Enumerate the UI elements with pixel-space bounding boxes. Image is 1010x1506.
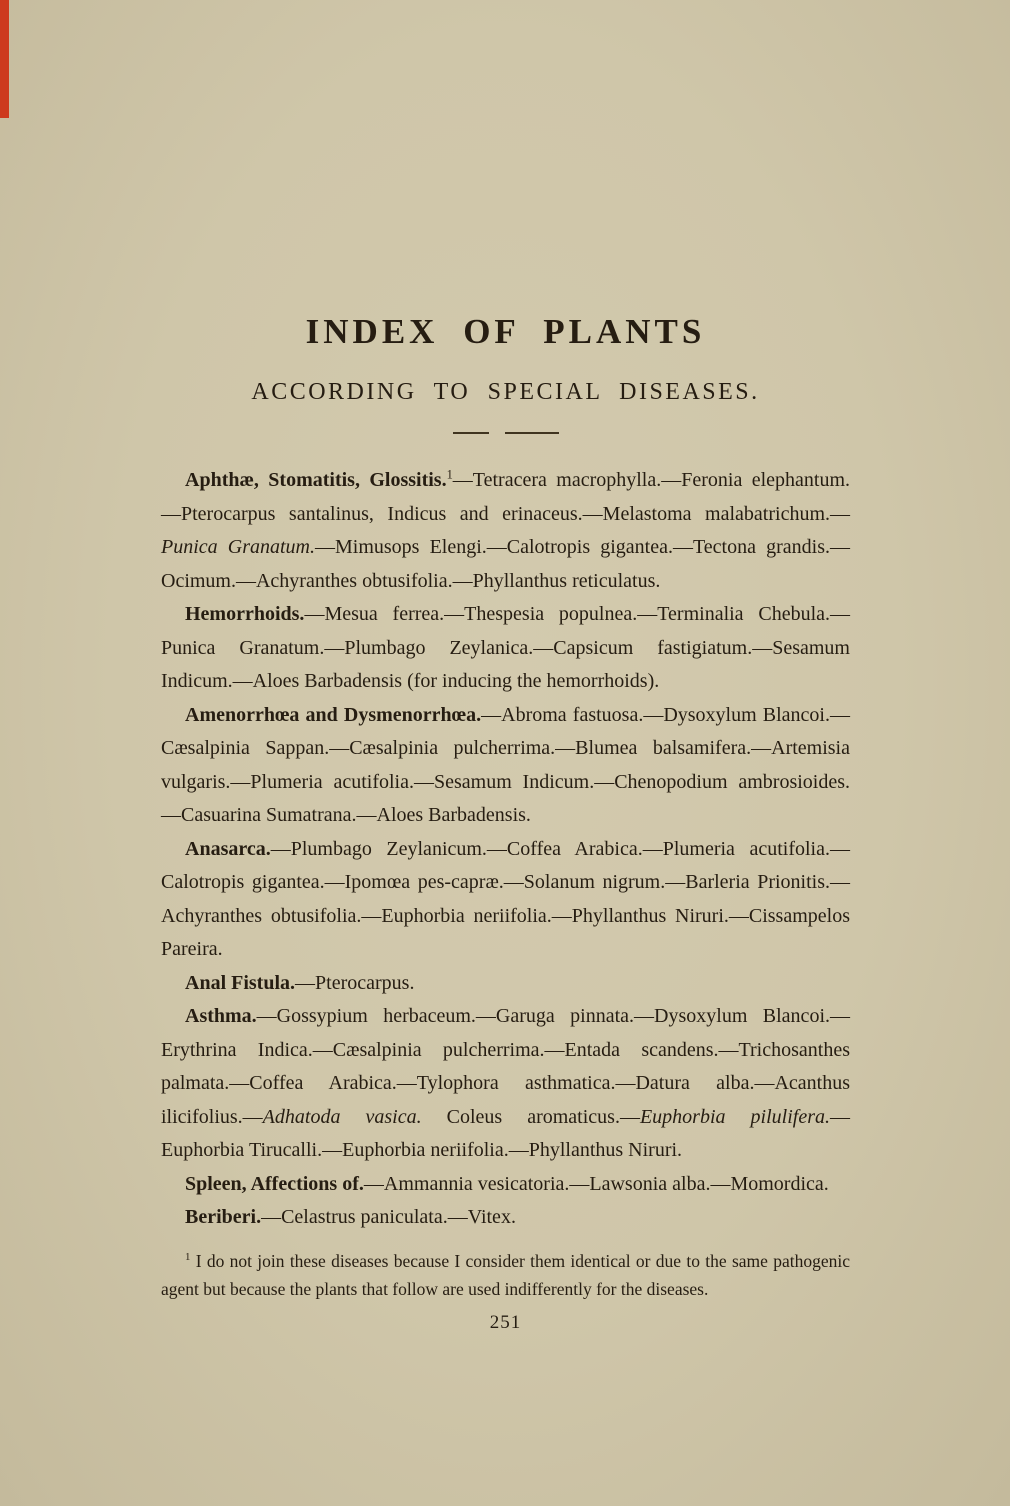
footnote [161,1247,850,1304]
disease-term: Spleen, Affections of. [185,1172,364,1195]
index-paragraph [161,967,850,1001]
disease-term: Amenorrhœa and Dysmenorrhœa. [185,703,482,726]
index-paragraph [161,1000,850,1168]
plant-list-text: —Gossypium herbaceum.—Garuga pinnata.—Dysoxylum Blancoi.—Erythrina Indica.—Cæsalpinia pulcherrima.—Entada scandens.—Trichosanthes palmata.—Coffea Arabica.—Tylophora asthmatica.—Datura alba.—Acanthus ilicifolius.— [161,1005,850,1128]
page-content [161,0,850,1334]
plant-list-text: —Abroma fastuosa.—Dysoxylum Blancoi.—Cæsalpinia Sappan.—Cæsalpinia pulcherrima.—Blumea balsamifera.—Artemisia vulgaris.—Plumeria acutifolia.—Sesamum Indicum.—Chenopodium ambrosioides.—Casuarina Sumatrana.—Aloes Barbadensis. [161,703,850,826]
body-paragraphs [161,464,850,1235]
index-paragraph [161,1168,850,1202]
italic-plant-name: Adhatoda vasica. [262,1105,422,1128]
disease-term: Beriberi. [185,1206,262,1228]
plant-list-text: —Ammannia vesicatoria.—Lawsonia alba.—Momordica. [363,1172,829,1195]
plant-list-text: Coleus aromaticus.— [421,1105,640,1128]
divider-rule-long [505,432,559,434]
section-divider [441,432,571,434]
plant-list-text: —Pterocarpus. [295,971,415,994]
footnote-marker: 1 [446,467,453,482]
footnote-marker: 1 [185,1250,191,1263]
index-paragraph [161,833,850,967]
index-paragraph [161,699,850,833]
italic-plant-name: Punica Granatum. [161,536,315,558]
disease-term: Anal Fistula. [185,971,296,994]
divider-rule-short [453,432,489,434]
index-paragraph [161,598,850,699]
plant-list-text: —Mesua ferrea.—Thespesia populnea.—Terminalia Chebula.—Punica Granatum.—Plumbago Zeylanica.—Capsicum fastigiatum.—Sesamum Indicum.—Aloes Barbadensis (for inducing the hemorrhoids). [161,603,850,692]
page-number: 251 [489,1311,522,1333]
disease-term: Anasarca. [185,837,271,860]
disease-term: Aphthæ, Stomatitis, Glossitis. [185,469,447,491]
disease-term: Hemorrhoids. [185,603,305,625]
plant-list-text: —Celastrus paniculata.—Vitex. [261,1206,516,1228]
index-paragraph [161,464,850,598]
plant-list-text: I do not join these diseases because I consider them identical or due to the same pathogenic agent but because the plants that follow are used indifferently for the diseases. [161,1250,850,1299]
disease-term: Asthma. [185,1005,257,1027]
plant-list-text: —Tetracera macrophylla.—Feronia elephantum.—Pterocarpus santalinus, Indicus and erinaceus.—Melastoma malabatrichum.— [161,469,851,525]
scan-edge-artifact [0,0,9,118]
plant-list-text: —Mimusops Elengi.—Calotropis gigantea.—Tectona grandis.—Ocimum.—Achyranthes obtusifolia.—Phyllanthus reticulatus. [161,536,850,592]
plant-list-text: —Plumbago Zeylanicum.—Coffea Arabica.—Plumeria acutifolia.—Calotropis gigantea.—Ipomœa pes-capræ.—Solanum nigrum.—Barleria Prionitis.—Achyranthes obtusifolia.—Euphorbia neriifolia.—Phyllanthus Niruri.—Cissampelos Pareira. [161,837,850,960]
index-paragraph [161,1201,850,1235]
italic-plant-name: Euphorbia pilulifera. [639,1105,830,1128]
page-title: INDEX OF PLANTS [305,312,706,351]
page-subtitle: ACCORDING TO SPECIAL DISEASES. [251,379,760,405]
plant-list-text: —Euphorbia Tirucalli.—Euphorbia neriifolia.—Phyllanthus Niruri. [161,1105,850,1161]
